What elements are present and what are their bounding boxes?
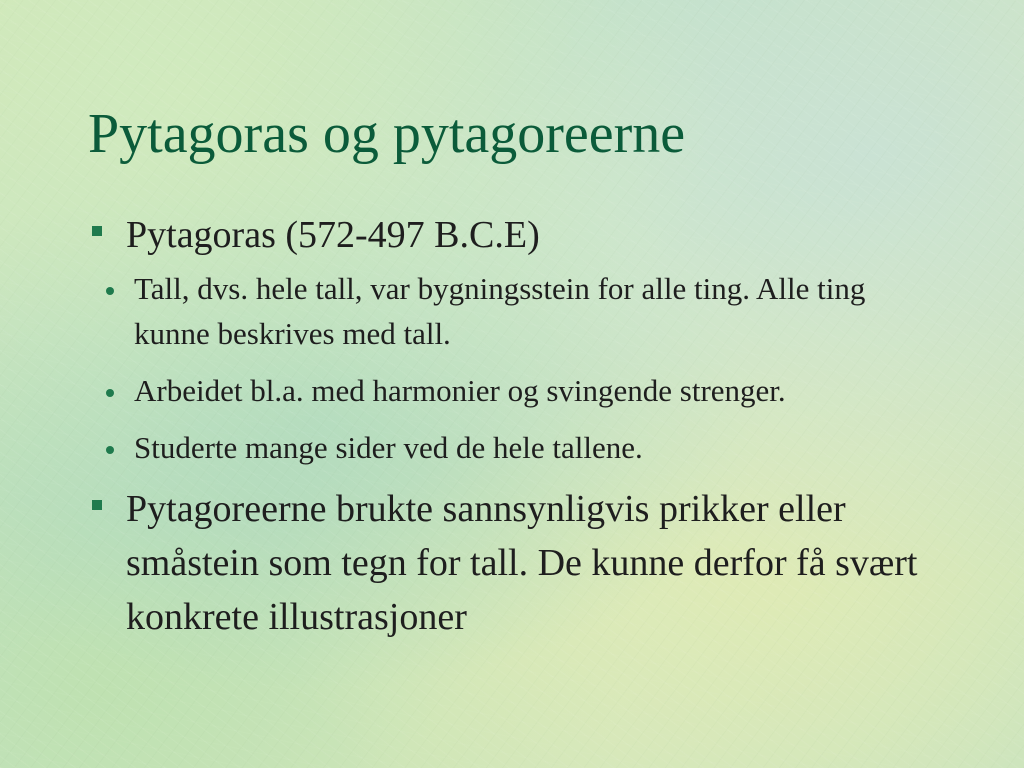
bullet-pytagoreerne <box>88 482 918 644</box>
sub-bullet-list <box>88 266 918 470</box>
bullet-text: Pytagoreerne brukte sannsynligvis prikker eller småstein som tegn for tall. De kunne derfor få svært konkrete illustrasjoner <box>126 488 918 638</box>
sub-bullet-item <box>88 266 918 356</box>
slide-title: Pytagoras og pytagoreerne <box>88 103 686 165</box>
sub-bullet-item <box>88 425 918 470</box>
square-bullet-icon <box>92 226 102 236</box>
square-bullet-icon <box>92 500 102 510</box>
sub-bullet-text: Arbeidet bl.a. med harmonier og svingende strenger. <box>134 373 786 408</box>
bullet-text: Pytagoras (572-497 B.C.E) <box>126 214 540 256</box>
round-bullet-icon <box>106 389 114 397</box>
round-bullet-icon <box>106 446 114 454</box>
sub-bullet-text: Studerte mange sider ved de hele tallene. <box>134 430 643 465</box>
sub-bullet-text: Tall, dvs. hele tall, var bygningsstein for alle ting. Alle ting kunne beskrives med tall. <box>134 271 866 351</box>
sub-bullet-item <box>88 368 918 413</box>
slide-content <box>88 208 918 644</box>
bullet-pytagoras <box>88 208 918 262</box>
round-bullet-icon <box>106 287 114 295</box>
